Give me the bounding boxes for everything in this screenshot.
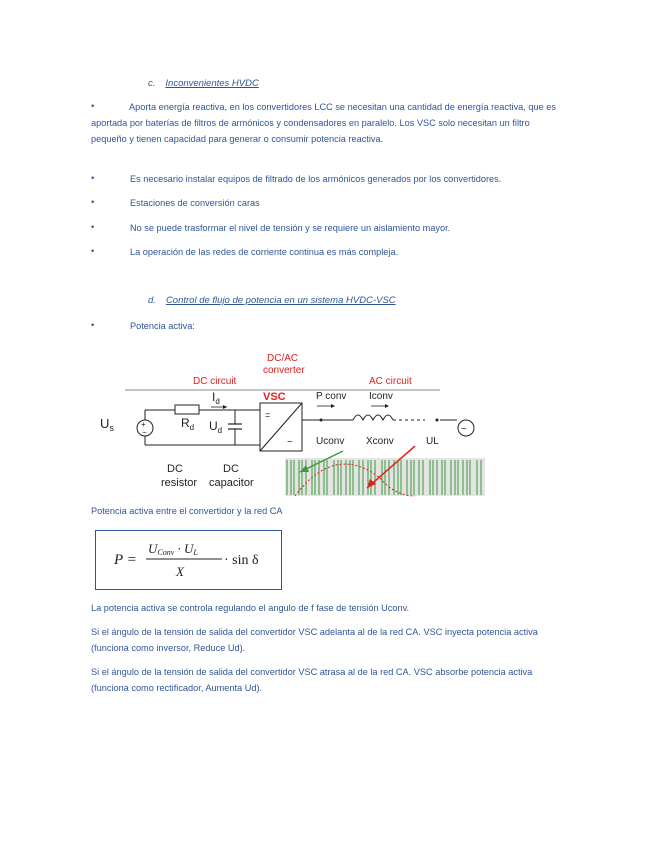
hvdc-vsc-circuit-diagram [95,348,495,500]
bullet-glyph: • [91,246,95,257]
paragraph-reactiva: Aporta energía reactiva, en los convertidores LCC se necesitan una cantidad de energía reactiva, que es aportada por baterías de filtros de armónicos y condensadores en paralelo. Los VSC solo necesitan un filtro pequeño y tienen capacidad para generar o consumir potencia reactiva. [91,102,556,144]
ac-circuit-label: AC circuit [369,376,412,387]
formula-lhs: P = [114,552,137,568]
dc-capacitor-label-1: DC [223,463,239,475]
us-label: $U_s$ [100,416,114,433]
svg-text:+: + [141,420,146,429]
ac-reactor-icon [353,415,393,420]
svg-text:~: ~ [461,424,467,435]
dc-ac-converter-label-1: DC/AC [267,353,299,364]
bullet-item: La operación de las redes de corriente continua es más compleja. [130,247,399,257]
uconv-label: Uconv [316,436,345,447]
section-d-heading [148,295,396,306]
iconv-label: Iconv [369,391,393,402]
ud-label: $U_d$ [209,419,223,435]
formula-rhs: · sin δ [224,553,259,568]
dc-resistor-label-2: resistor [161,477,198,489]
dc-capacitor-label-2: capacitor [209,477,254,489]
bullet-glyph: • [91,197,95,208]
vsc-label: VSC [263,391,286,403]
section-d-title: Control de flujo de potencia en un sistema HVDC-VSC [165,295,396,306]
svg-text:−: − [142,428,147,437]
section-c-heading [148,78,259,89]
pwm-waveform-inset [285,446,485,496]
bullet-glyph: • [91,101,95,112]
bullet-potencia-activa: Potencia activa: [130,321,195,331]
paragraph-atrasa: Si el ángulo de la tensión de salida del convertidor VSC atrasa al de la red CA. VSC absorbe potencia activa (funciona como rectificador, Aumenta Ud). [91,667,533,693]
dc-ac-converter-label-2: converter [263,365,305,376]
bullet-item: Estaciones de conversión caras [130,198,260,208]
active-power-formula [95,530,282,590]
ul-label: UL [426,436,439,447]
bullet-glyph: • [91,173,95,184]
bullet-item: Es necesario instalar equipos de filtrado de los armónicos generados por los convertidores. [130,174,502,184]
svg-text:=: = [265,410,271,420]
section-c-title: Inconvenientes HVDC [165,78,259,89]
dc-resistor-icon [175,405,199,414]
bullet-item: No se puede trasformar el nivel de tensión y se requiere un aislamiento mayor. [130,223,451,233]
formula-numerator: UConv · UL [148,541,198,557]
pconv-label: P conv [316,391,347,402]
dc-resistor-label-1: DC [167,463,183,475]
rd-label: $R_d$ [181,416,195,432]
section-d-letter: d. [148,295,156,306]
formula-denominator: X [176,564,184,579]
bullet-glyph: • [91,320,95,331]
xconv-label: Xconv [366,436,394,447]
section-c-letter: c. [148,78,156,89]
paragraph-adelanta: Si el ángulo de la tensión de salida del convertidor VSC adelanta al de la red CA. VSC inyecta potencia activa (funciona como inversor, Reduce Ud). [91,627,538,653]
id-label: $I_d$ [212,390,220,406]
formula-caption: Potencia activa entre el convertidor y la red CA [91,506,283,516]
dc-circuit-label: DC circuit [193,376,237,387]
bullet-glyph: • [91,222,95,233]
paragraph-control: La potencia activa se controla regulando el angulo de f fase de tensión Uconv. [91,603,410,613]
svg-text:~: ~ [287,437,293,448]
